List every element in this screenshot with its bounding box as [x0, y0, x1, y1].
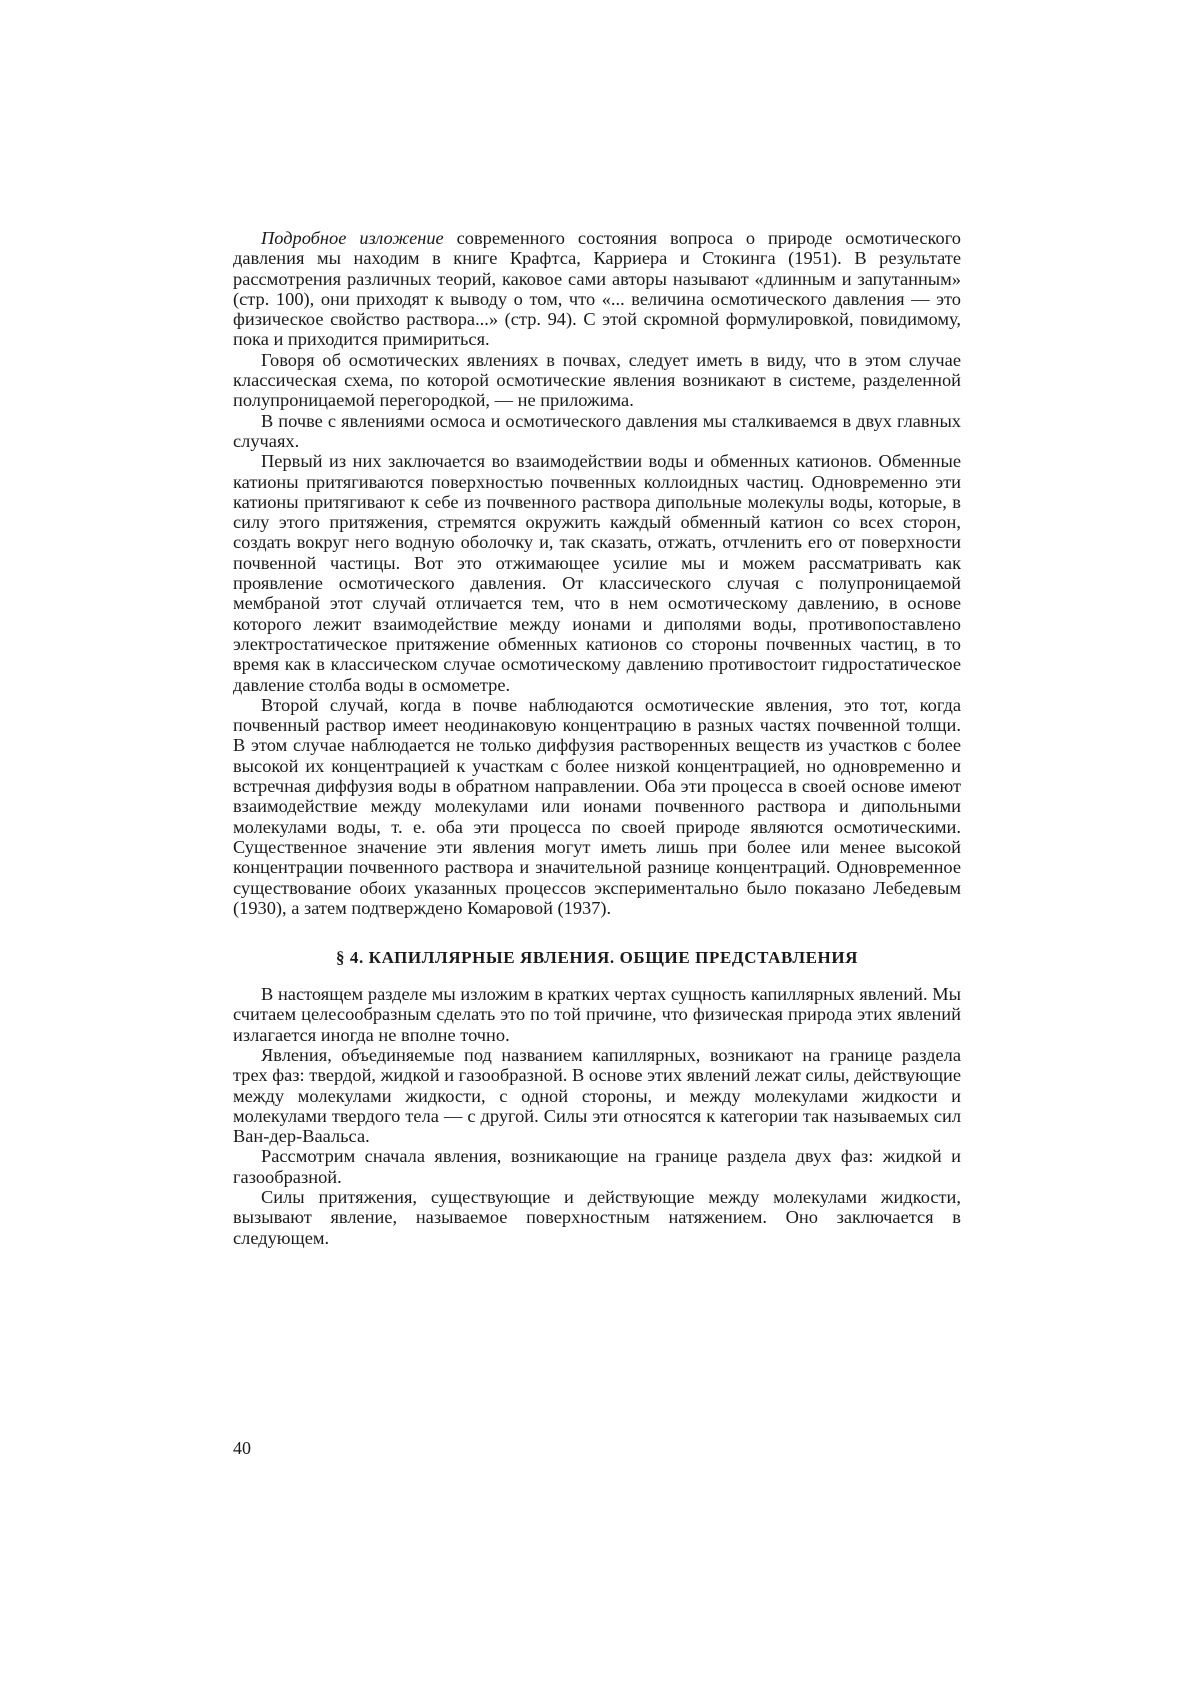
paragraph-9: Силы притяжения, существующие и действующие между молекулами жидкости, вызывают явление, называемое поверхностным натяжением. Оно заключается в следующем. — [233, 1187, 961, 1248]
paragraph-8: Рассмотрим сначала явления, возникающие на границе раздела двух фаз: жидкой и газообразной. — [233, 1146, 961, 1187]
section-heading: § 4. КАПИЛЛЯРНЫЕ ЯВЛЕНИЯ. ОБЩИЕ ПРЕДСТАВЛЕНИЯ — [335, 948, 859, 968]
page-number: 40 — [233, 1438, 251, 1458]
paragraph-6: В настоящем разделе мы изложим в кратких чертах сущность капиллярных явлений. Мы считаем целесообразным сделать это по той причине, что физическая природа этих явлений излагается иногда не вполне точно. — [233, 984, 961, 1045]
page-body — [233, 228, 961, 1458]
paragraph-7: Явления, объединяемые под названием капиллярных, возникают на границе раздела трех фаз: твердой, жидкой и газообразной. В основе этих явлений лежат силы, действующие между молекулами жидкости, с одной стороны, и между молекулами жидкости и молекулами твердого тела — с другой. Силы эти относятся к категории так называемых сил Ван-дер-Ваальса. — [233, 1044, 961, 1147]
paragraph-4: Первый из них заключается во взаимодействии воды и обменных катионов. Обменные катионы притягиваются поверхностью почвенных коллоидных частиц. Одновременно эти катионы притягивают к себе из почвенного раствора дипольные молекулы воды, которые, в силу этого притяжения, стремятся окружить каждый обменный катион со всех сторон, создать вокруг него водную оболочку и, так сказать, отжать, отчленить его от поверхности почвенной частицы. Вот это отжимающее усилие мы и можем рассматривать как проявление осмотического давления. От классического случая с полупроницаемой мембраной этот случай отличается тем, что в нем осмотическому давлению, в основе которого лежит взаимодействие между ионами и диполями воды, противопоставлено электростатическое притяжение обменных катионов со стороны почвенных частиц, в то время как в классическом случае осмотическому давлению противостоит гидростатическое давление столба воды в осмометре. — [233, 451, 961, 695]
paragraph-1-italic-lead: Подробное изложение — [261, 228, 444, 248]
paragraph-3: В почве с явлениями осмоса и осмотического давления мы сталкиваемся в двух главных случаях. — [233, 410, 961, 451]
paragraph-2: Говоря об осмотических явлениях в почвах, следует иметь в виду, что в этом случае классическая схема, по которой осмотические явления возникают в системе, разделенной полупроницаемой перегородкой, — не приложима. — [233, 349, 961, 411]
paragraph-1 — [233, 228, 961, 350]
paragraph-5: Второй случай, когда в почве наблюдаются осмотические явления, это тот, когда почвенный раствор имеет неодинаковую концентрацию в разных частях почвенной толщи. В этом случае наблюдается не только диффузия растворенных веществ из участков с более высокой их концентрацией к участкам с более низкой концентрацией, но одновременно и встречная диффузия воды в обратном направлении. Оба эти процесса в своей основе имеют взаимодействие между молекулами или ионами почвенного раствора и дипольными молекулами воды, т. е. оба эти процесса по своей природе являются осмотическими. Существенное значение эти явления могут иметь лишь при более или менее высокой концентрации почвенного раствора и значительной разнице концентраций. Одновременное существование обоих указанных процессов экспериментально было показано Лебедевым (1930), а затем подтверждено Комаровой (1937). — [233, 694, 961, 918]
paragraph-1-text: современного состояния вопроса о природе осмотического давления мы находим в книге Крафтса, Карриера и Стокинга (1951). В результате рассмотрения различных теорий, каковое сами авторы называют «длинным и запутанным» (стр. 100), они приходят к выводу о том, что «... величина осмотического давления — это физическое свойство раствора...» (стр. 94). С этой скромной формулировкой, повидимому, пока и приходится примириться. — [233, 228, 961, 350]
